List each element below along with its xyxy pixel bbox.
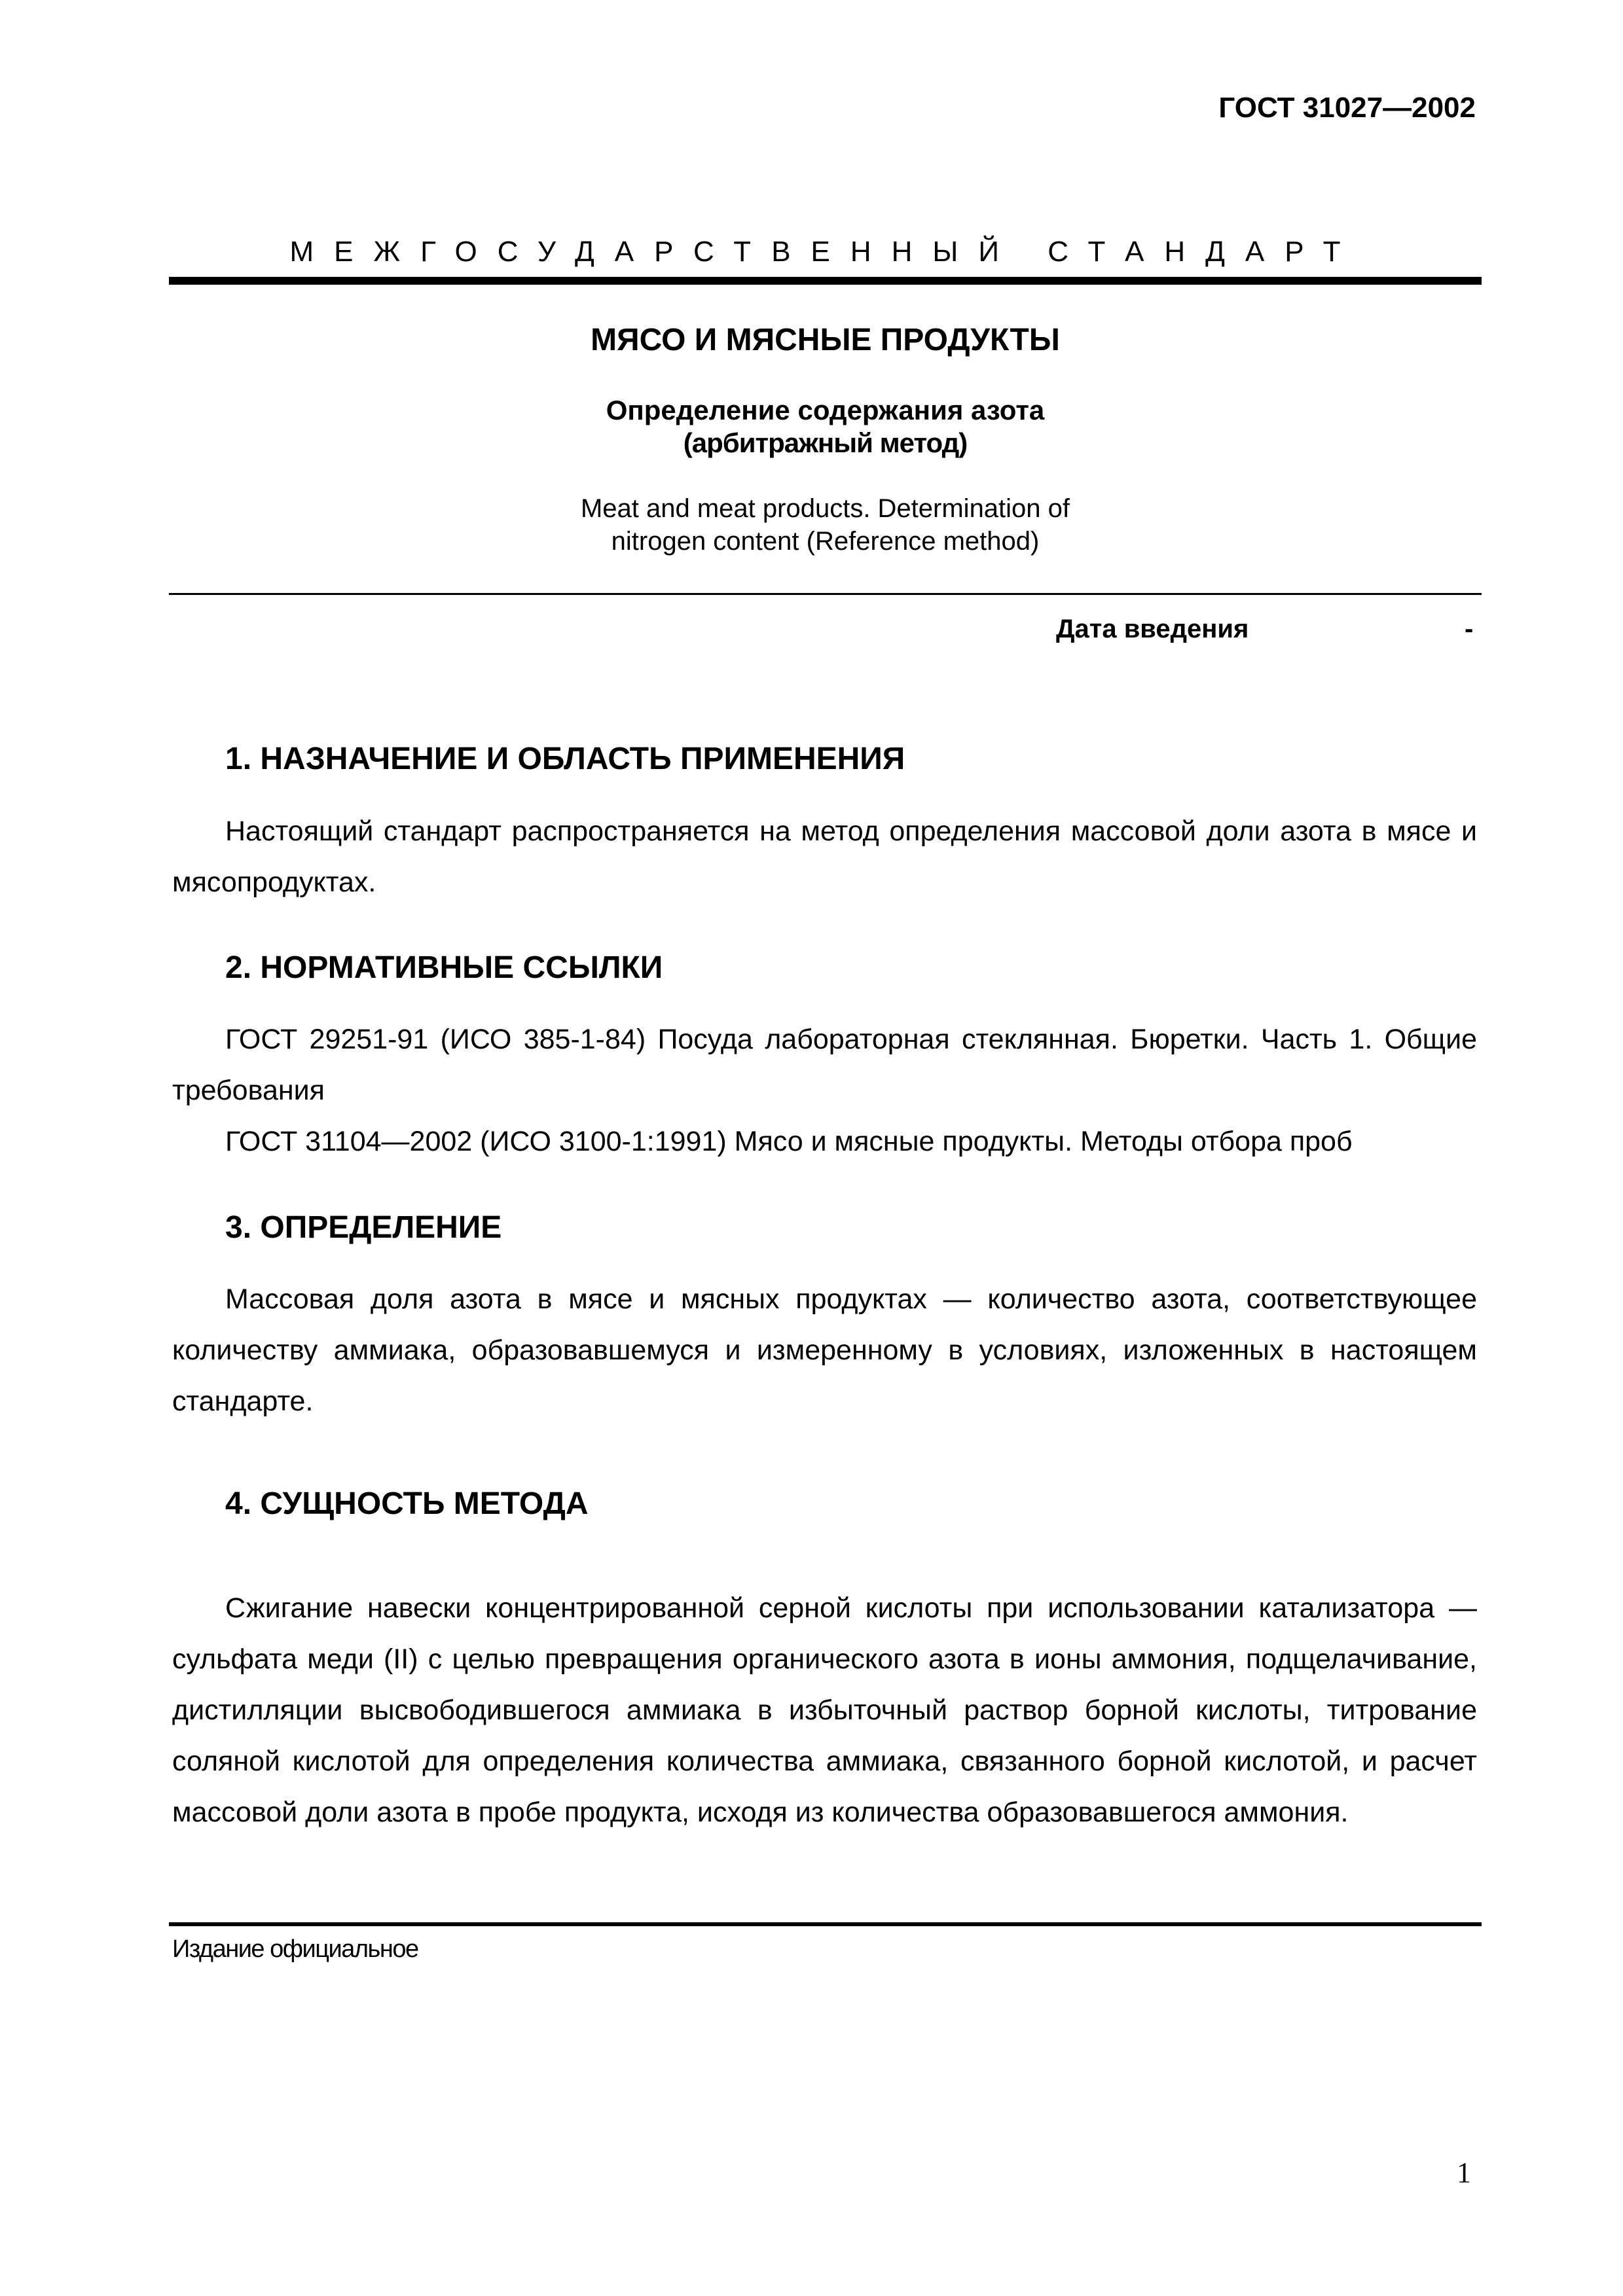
section-2-reference-2: ГОСТ 31104—2002 (ИСО 3100-1:1991) Мясо и мясные продукты. Методы отбора проб	[225, 1126, 1353, 1157]
section-2-heading: 2. НОРМАТИВНЫЕ ССЫЛКИ	[225, 950, 663, 985]
official-edition-note: Издание официальное	[172, 1935, 418, 1963]
section-3-text: Массовая доля азота в мясе и мясных продуктах — количество азота, соответствующее количеству аммиака, образовавшемуся и измеренному в условиях, изложенных в настоящем стандарте.	[172, 1283, 1477, 1417]
title-divider-thin	[169, 593, 1482, 595]
page-number: 1	[1457, 2157, 1471, 2189]
section-4-text: Сжигание навески концентрированной серной кислоты при использовании катализатора — сульфата меди (II) с целью превращения органического азота в ионы аммония, подщелачивание, дистилляции высвободившегося аммиака в избыточный раствор борной кислоты, титрование соляной кислотой для определения количества аммиака, связанного борной кислотой, и расчет массовой доли азота в пробе продукта, исходя из количества образовавшегося аммония.	[172, 1592, 1477, 1828]
document-subtitle-line1: Определение содержания азота	[606, 395, 1045, 425]
footer-divider	[169, 1922, 1482, 1926]
title-divider-thick	[169, 277, 1482, 285]
intro-date-label: Дата введения	[1056, 615, 1249, 643]
document-number: ГОСТ 31027—2002	[1218, 92, 1476, 124]
section-1-text: Настоящий стандарт распространяется на метод определения массовой доли азота в мясе и мясопродуктах.	[172, 816, 1477, 898]
section-3-heading: 3. ОПРЕДЕЛЕНИЕ	[225, 1210, 502, 1245]
section-2-reference-1: ГОСТ 29251-91 (ИСО 385-1-84) Посуда лабораторная стеклянная. Бюретки. Часть 1. Общие требования	[172, 1024, 1477, 1106]
english-title-line1: Meat and meat products. Determination of	[580, 494, 1070, 523]
english-title	[169, 492, 1482, 558]
english-title-line2: nitrogen content (Reference method)	[611, 527, 1040, 556]
interstate-standard-caption: МЕЖГОСУДАРСТВЕННЫЙ СТАНДАРТ	[289, 236, 1361, 268]
document-title: МЯСО И МЯСНЫЕ ПРОДУКТЫ	[591, 323, 1060, 357]
document-subtitle-line2: (арбитражный метод)	[683, 427, 968, 458]
section-1-heading: 1. НАЗНАЧЕНИЕ И ОБЛАСТЬ ПРИМЕНЕНИЯ	[225, 742, 905, 776]
intro-date-value: -	[1465, 615, 1474, 643]
section-4-heading: 4. СУЩНОСТЬ МЕТОДА	[225, 1486, 589, 1521]
